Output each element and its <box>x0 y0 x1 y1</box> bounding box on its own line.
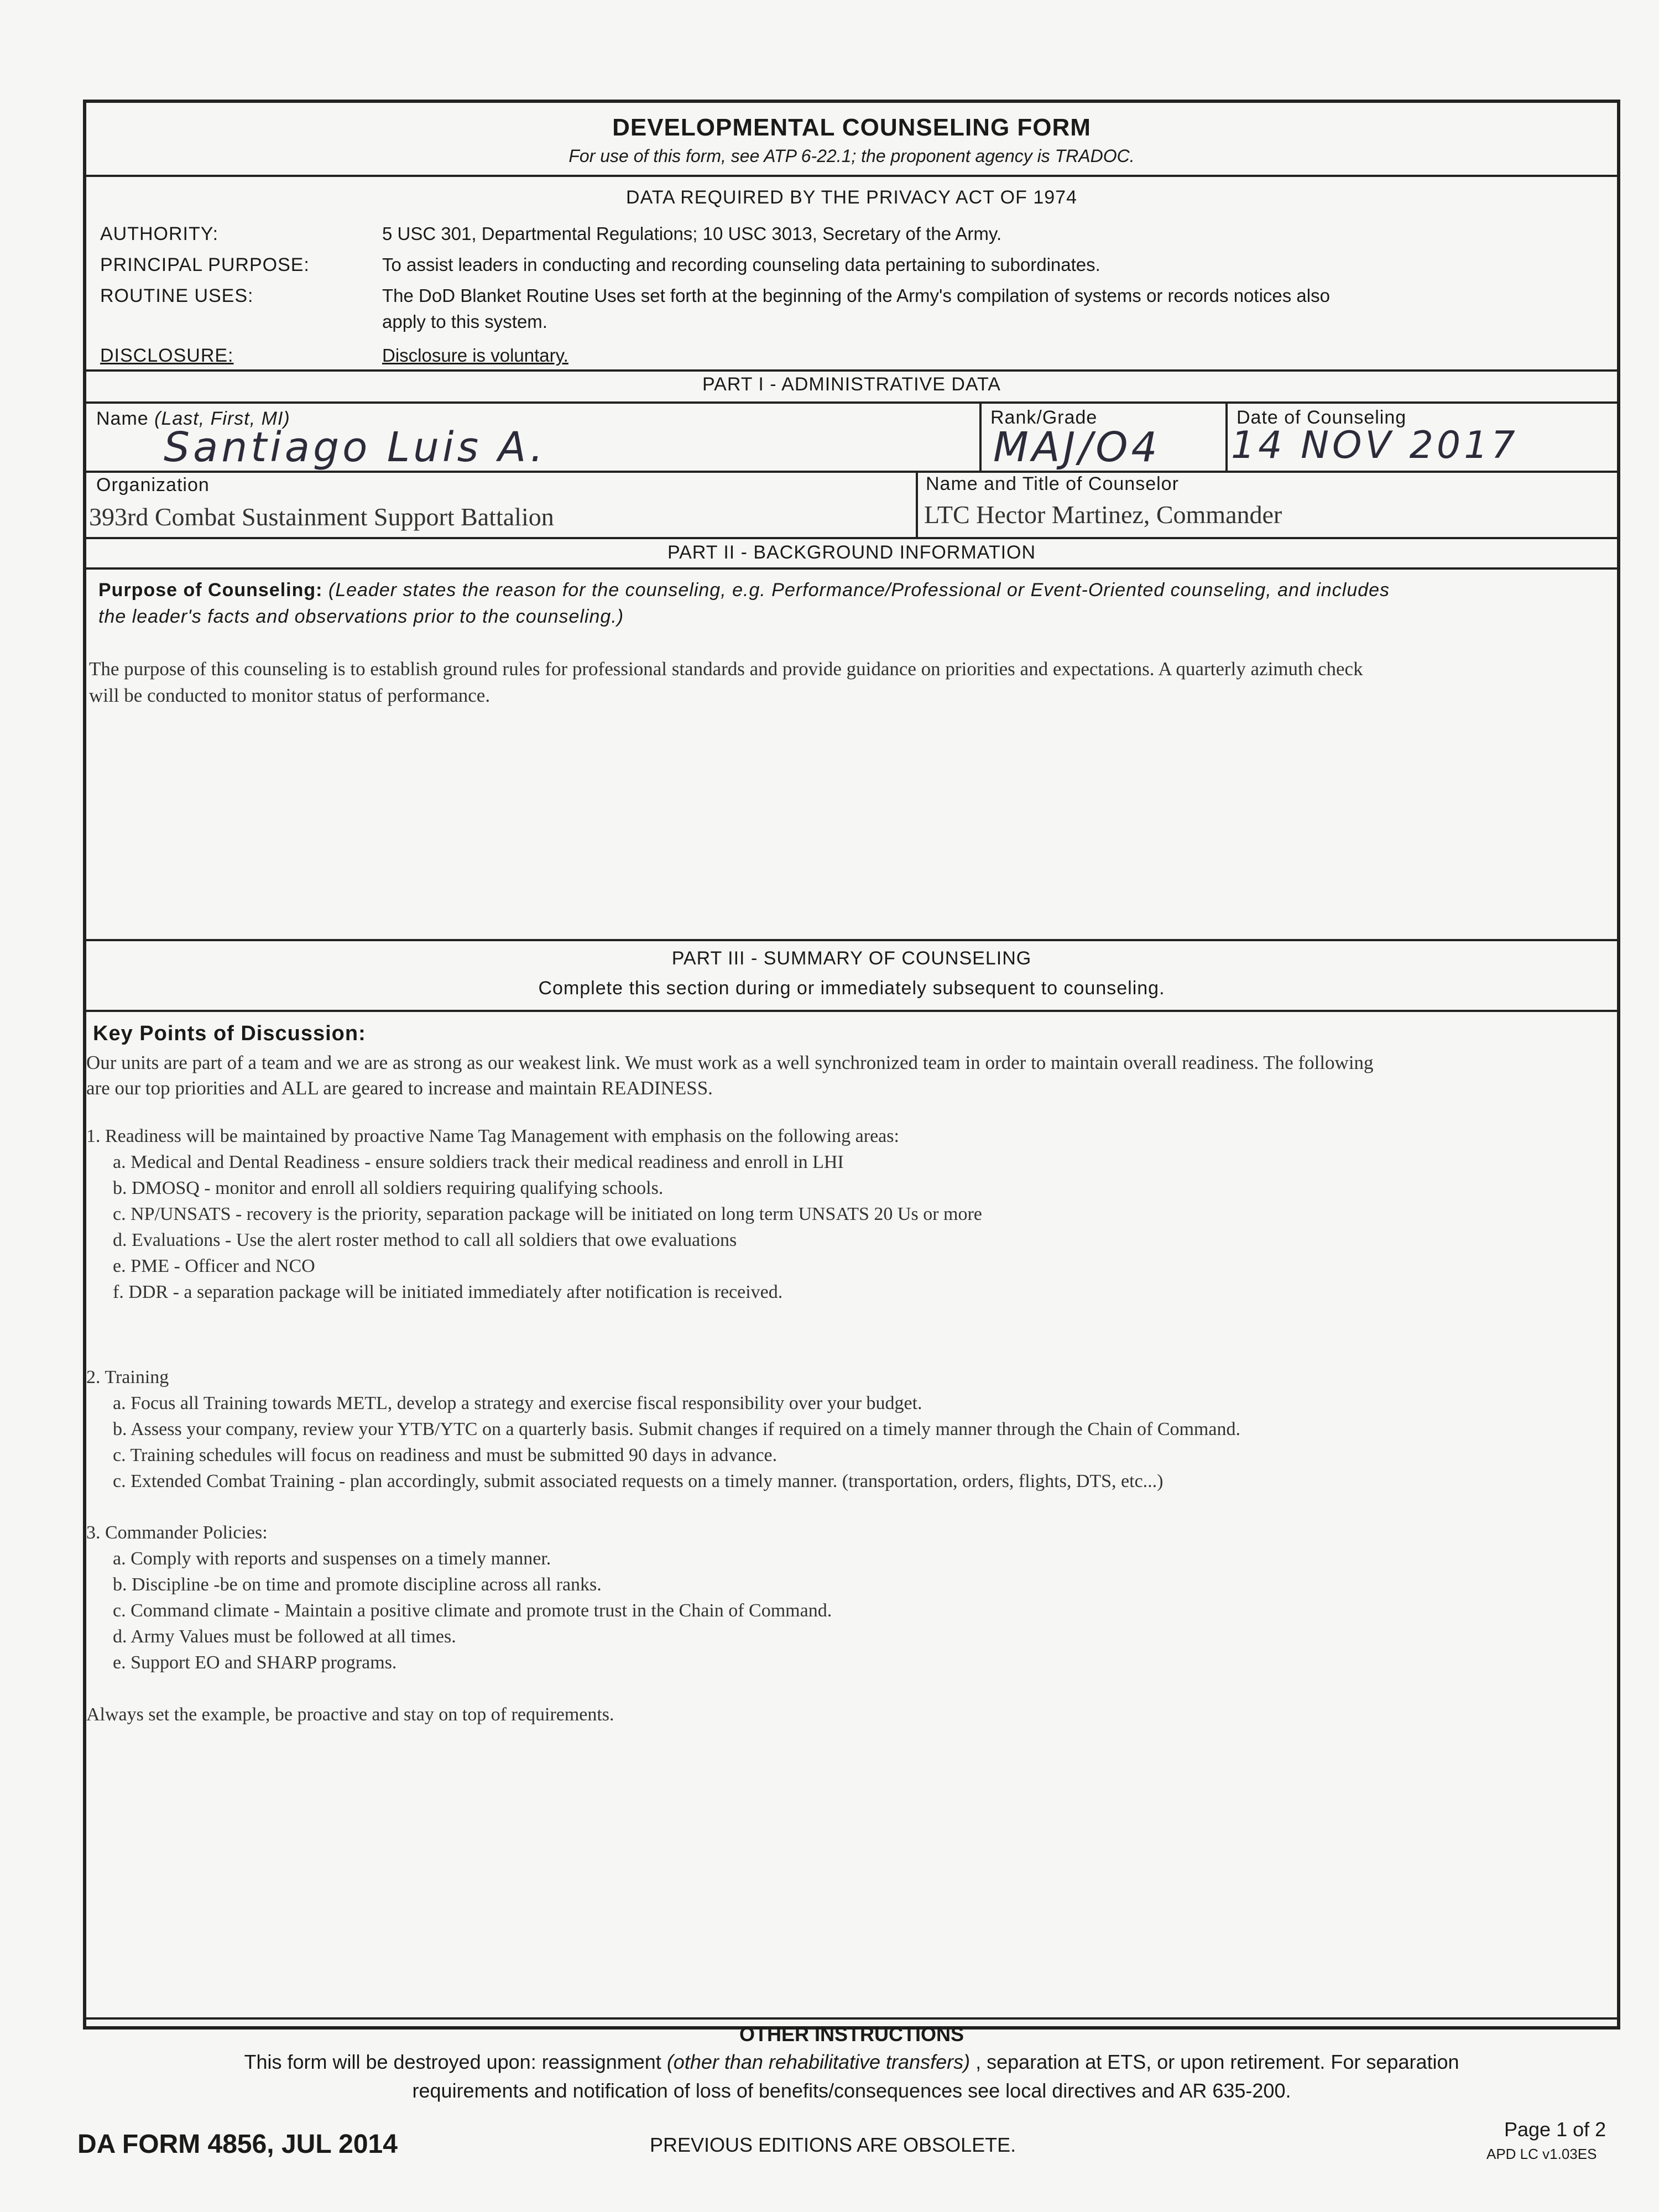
section2-item-a[interactable]: a. Focus all Training towards METL, develop a strategy and exercise fiscal responsibility over your budget. <box>113 1393 922 1413</box>
section3-item-a[interactable]: a. Comply with reports and suspenses on a timely manner. <box>113 1548 551 1569</box>
other-instructions-line2: requirements and notification of loss of benefits/consequences see local directives and AR 635-200. <box>412 2079 1291 2102</box>
section1-item-a[interactable]: a. Medical and Dental Readiness - ensure soldiers track their medical readiness and enroll in LHI <box>113 1152 844 1172</box>
divider <box>86 471 1617 473</box>
date-value[interactable]: 14 NOV 2017 <box>1231 424 1519 467</box>
key-points-label: Key Points of Discussion: <box>93 1022 366 1045</box>
section2-title[interactable]: 2. Training <box>86 1367 169 1387</box>
section3-title[interactable]: 3. Commander Policies: <box>86 1522 268 1543</box>
purpose-text-line2[interactable]: will be conducted to monitor status of performance. <box>89 685 491 706</box>
name-hint: (Last, First, MI) <box>154 408 290 429</box>
section1-item-d[interactable]: d. Evaluations - Use the alert roster method to call all soldiers that owe evaluations <box>113 1230 737 1250</box>
counseling-form <box>83 100 1620 2030</box>
routine-uses-label: ROUTINE USES: <box>100 285 254 306</box>
section3-item-e[interactable]: e. Support EO and SHARP programs. <box>113 1652 397 1673</box>
part2-header: PART II - BACKGROUND INFORMATION <box>667 542 1036 563</box>
authority-label: AUTHORITY: <box>100 223 219 244</box>
section1-item-f[interactable]: f. DDR - a separation package will be initiated immediately after notification is received. <box>113 1282 783 1302</box>
other-instructions-text-b: (other than rehabilitative transfers) <box>666 2051 971 2073</box>
section3-item-d[interactable]: d. Army Values must be followed at all times. <box>113 1626 456 1647</box>
part3-header: PART III - SUMMARY OF COUNSELING <box>671 948 1032 969</box>
purpose-label: PRINCIPAL PURPOSE: <box>100 254 310 275</box>
other-instructions-header: OTHER INSTRUCTIONS <box>739 2023 964 2046</box>
other-instructions-line1 <box>83 2051 1620 2074</box>
divider <box>86 175 1617 177</box>
part3-subheader: Complete this section during or immediately subsequent to counseling. <box>538 978 1165 999</box>
purpose-of-counseling-hint-cont: the leader's facts and observations prior to the counseling.) <box>98 606 624 627</box>
part1-header: PART I - ADMINISTRATIVE DATA <box>702 374 1001 395</box>
page-number: Page 1 of 2 <box>1504 2118 1606 2141</box>
divider <box>86 401 1617 404</box>
purpose-of-counseling-hint: (Leader states the reason for the counseling, e.g. Performance/Professional or Event-Oriented counseling, and includes <box>328 580 1390 601</box>
closing-line[interactable]: Always set the example, be proactive and stay on top of requirements. <box>86 1704 614 1725</box>
divider <box>916 471 918 537</box>
authority-text: 5 USC 301, Departmental Regulations; 10 USC 3013, Secretary of the Army. <box>382 223 1002 244</box>
purpose-text-line1[interactable]: The purpose of this counseling is to establish ground rules for professional standards and provide guidance on priorities and expectations. A quarterly azimuth check <box>89 658 1363 680</box>
form-version: APD LC v1.03ES <box>1486 2146 1597 2162</box>
purpose-of-counseling-label <box>98 580 1390 601</box>
divider <box>86 369 1617 372</box>
section2-item-c[interactable]: c. Training schedules will focus on readiness and must be submitted 90 days in advance. <box>113 1445 778 1465</box>
section1-title[interactable]: 1. Readiness will be maintained by proactive Name Tag Management with emphasis on the following areas: <box>86 1126 899 1146</box>
section1-item-c[interactable]: c. NP/UNSATS - recovery is the priority, separation package will be initiated on long term UNSATS 20 Us or more <box>113 1204 982 1224</box>
section2-item-b[interactable]: b. Assess your company, review your YTB/YTC on a quarterly basis. Submit changes if required on a timely manner through the Chain of Command. <box>113 1419 1240 1439</box>
rank-label: Rank/Grade <box>990 407 1098 428</box>
divider <box>86 567 1617 570</box>
divider <box>86 1010 1617 1012</box>
divider <box>1225 401 1228 471</box>
organization-value[interactable]: 393rd Combat Sustainment Support Battalion <box>89 503 554 531</box>
purpose-of-counseling-title: Purpose of Counseling: <box>98 580 323 601</box>
name-value[interactable]: Santiago Luis A. <box>164 424 547 471</box>
privacy-header: DATA REQUIRED BY THE PRIVACY ACT OF 1974 <box>626 187 1077 208</box>
intro-line1[interactable]: Our units are part of a team and we are as strong as our weakest link. We must work as a well synchronized team in order to maintain overall readiness. The following <box>86 1052 1374 1073</box>
rank-value[interactable]: MAJ/O4 <box>993 424 1161 471</box>
form-id: DA FORM 4856, JUL 2014 <box>77 2130 398 2159</box>
section3-item-c[interactable]: c. Command climate - Maintain a positive climate and promote trust in the Chain of Command. <box>113 1600 832 1621</box>
section2-item-c2[interactable]: c. Extended Combat Training - plan accordingly, submit associated requests on a timely manner. (transportation, orders, flights, DTS, etc...) <box>113 1471 1164 1491</box>
routine-uses-text-cont: apply to this system. <box>382 311 547 332</box>
disclosure-label: DISCLOSURE: <box>100 345 234 366</box>
organization-label: Organization <box>96 474 210 495</box>
counselor-label: Name and Title of Counselor <box>926 473 1179 494</box>
intro-line2[interactable]: are our top priorities and ALL are geared to increase and maintain READINESS. <box>86 1077 713 1099</box>
obsolete-notice: PREVIOUS EDITIONS ARE OBSOLETE. <box>650 2133 1016 2156</box>
section1-item-b[interactable]: b. DMOSQ - monitor and enroll all soldiers requiring qualifying schools. <box>113 1178 664 1198</box>
other-instructions-text-a: This form will be destroyed upon: reassignment <box>244 2051 667 2073</box>
purpose-text: To assist leaders in conducting and recording counseling data pertaining to subordinates. <box>382 254 1100 275</box>
divider <box>86 537 1617 539</box>
section3-item-b[interactable]: b. Discipline -be on time and promote discipline across all ranks. <box>113 1574 602 1595</box>
counselor-value[interactable]: LTC Hector Martinez, Commander <box>924 500 1282 529</box>
divider <box>86 2017 1617 2020</box>
divider <box>979 401 982 471</box>
other-instructions-text-c: , separation at ETS, or upon retirement. For separation <box>970 2051 1459 2073</box>
divider <box>86 939 1617 941</box>
date-label: Date of Counseling <box>1237 407 1407 428</box>
form-subtitle: For use of this form, see ATP 6-22.1; the proponent agency is TRADOC. <box>568 146 1135 166</box>
form-title: DEVELOPMENTAL COUNSELING FORM <box>612 114 1091 141</box>
disclosure-text: Disclosure is voluntary. <box>382 345 568 366</box>
routine-uses-text: The DoD Blanket Routine Uses set forth at the beginning of the Army's compilation of systems or records notices also <box>382 285 1330 306</box>
name-label-text: Name <box>96 408 149 429</box>
section1-item-e[interactable]: e. PME - Officer and NCO <box>113 1256 315 1276</box>
